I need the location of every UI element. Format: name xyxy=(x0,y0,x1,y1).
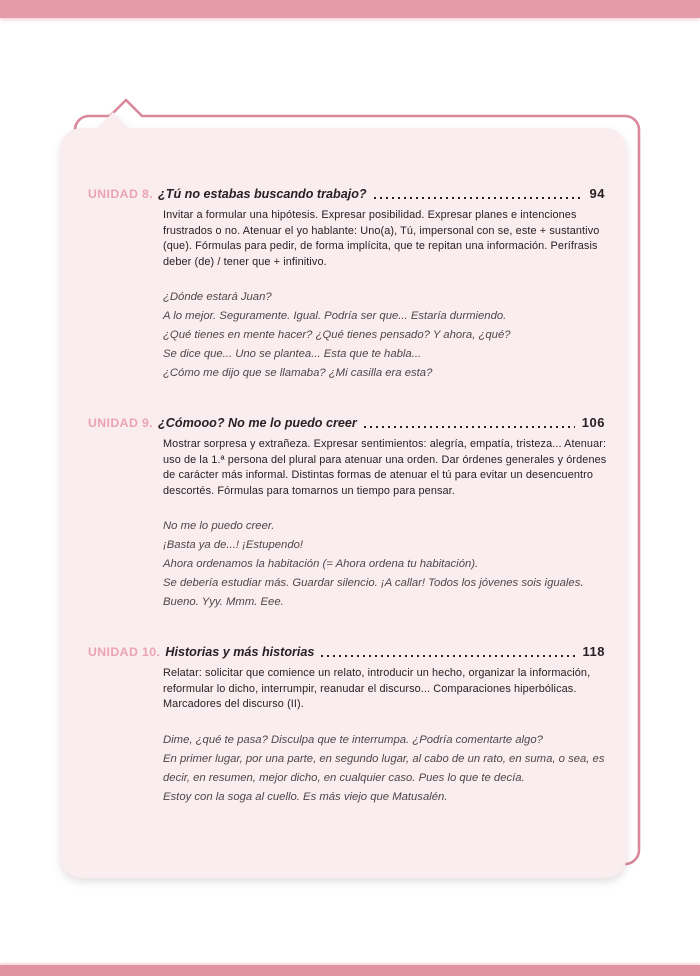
example-phrase: Ahora ordenamos la habitación (= Ahora ordena tu habitación). xyxy=(163,558,479,570)
unit-label: UNIDAD 9. xyxy=(88,416,154,430)
bottom-accent-bar xyxy=(0,965,700,976)
unit-heading xyxy=(88,644,615,660)
unit-title: ¿Tú no estabas buscando trabajo? xyxy=(158,187,367,201)
toc-section xyxy=(88,415,615,612)
example-phrase: Se debería estudiar más. Guardar silencio. ¡A callar! Todos los jóvenes sois iguales. xyxy=(163,577,584,589)
unit-description: Mostrar sorpresa y extrañeza. Expresar sentimientos: alegría, empatía, tristeza... Atenuar: uso de la 1.ª persona del plural para atenuar una orden. Dar órdenes generales y órdenes de carácter más informal. Distintas formas de atenuar el tú para evitar un desencuentro descortés. Fórmulas para tomarnos un tiempo para pensar. xyxy=(163,438,607,497)
dot-leader xyxy=(321,655,575,657)
example-list xyxy=(163,288,615,383)
page-number: 94 xyxy=(589,186,605,201)
unit-title: Historias y más historias xyxy=(165,645,315,659)
example-phrase: No me lo puedo creer. xyxy=(163,520,275,532)
example-phrase: Se dice que... Uno se plantea... Esta que te habla... xyxy=(163,348,422,360)
example-phrase: ¿Dónde estará Juan? xyxy=(163,291,272,303)
toc-section xyxy=(88,186,615,383)
unit-description: Relatar: solicitar que comience un relato, introducir un hecho, organizar la información, reformular lo dicho, interrumpir, reanudar el discurso... Comparaciones hiperbólicas. Marcadores del discurso (II). xyxy=(163,667,591,710)
dot-leader xyxy=(364,426,575,428)
example-phrase: Dime, ¿qué te pasa? Disculpa que te interrumpa. ¿Podría comentarte algo? xyxy=(163,733,543,746)
unit-label: UNIDAD 10. xyxy=(88,645,161,659)
unit-heading xyxy=(88,186,615,202)
unit-title: ¿Cómooo? No me lo puedo creer xyxy=(158,416,357,430)
page-number: 106 xyxy=(581,415,605,430)
example-phrase: ¿Qué tienes en mente hacer? ¿Qué tienes pensado? Y ahora, ¿qué? xyxy=(163,329,511,341)
example-phrase: Bueno. Yyy. Mmm. Eee. xyxy=(163,596,284,608)
example-phrase: A lo mejor. Seguramente. Igual. Podría ser que... Estaría durmiendo. xyxy=(163,310,507,322)
example-phrase: En primer lugar, por una parte, en segundo lugar, al cabo de un rato, en suma, o sea, es decir, en resumen, mejor dicho, en cualquier caso. Pues lo que te decía. xyxy=(163,752,605,784)
example-list xyxy=(163,517,615,612)
unit-label: UNIDAD 8. xyxy=(88,187,154,201)
toc-section xyxy=(88,644,615,807)
example-list xyxy=(163,731,615,807)
example-phrase: ¡Basta ya de...! ¡Estupendo! xyxy=(163,539,304,551)
unit-description: Invitar a formular una hipótesis. Expresar posibilidad. Expresar planes e intenciones frustrados o no. Atenuar el yo hablante: Uno(a), Tú, impersonal con se, este + sustantivo (que). Fórmulas para pedir, de forma implícita, que te repitan una información. Perífrasis deber (de) / tener que + infinitivo. xyxy=(163,209,600,268)
table-of-contents xyxy=(88,186,615,839)
example-phrase: Estoy con la soga al cuello. Es más viejo que Matusalén. xyxy=(163,790,448,803)
example-phrase: ¿Cómo me dijo que se llamaba? ¿Mi casilla era esta? xyxy=(163,367,433,379)
dot-leader xyxy=(374,197,583,199)
page-number: 118 xyxy=(582,644,605,659)
unit-heading xyxy=(88,415,615,431)
